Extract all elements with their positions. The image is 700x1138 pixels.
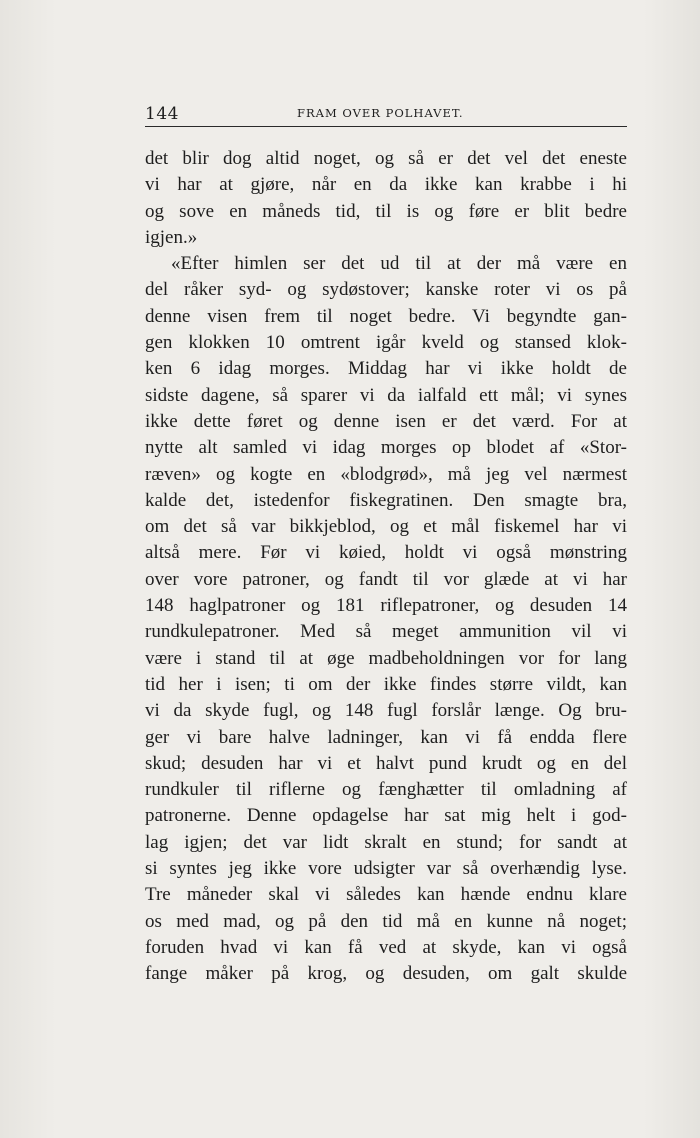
text-line: gen klokken 10 omtrent igår kveld og stansed klok- — [145, 332, 627, 354]
text-line: skud; desuden har vi et halvt pund krudt og en del — [145, 752, 627, 774]
text-line: vi har at gjøre, når en da ikke kan krabbe i hi — [145, 174, 627, 196]
text-line: foruden hvad vi kan få ved at skyde, kan vi også — [145, 936, 627, 958]
text-line: «Efter himlen ser det ud til at der må være en — [171, 253, 627, 275]
text-line: og sove en måneds tid, til is og føre er blit bedre — [145, 200, 627, 222]
text-line: over vore patroner, og fandt til vor glæde at vi har — [145, 568, 627, 590]
body-text — [145, 146, 627, 988]
text-line: rundkulepatroner. Med så meget ammunition vil vi — [145, 621, 627, 643]
page-header — [145, 100, 627, 127]
text-line: del råker syd- og sydøstover; kanske roter vi os på — [145, 279, 627, 301]
text-line: tid her i isen; ti om der ikke findes større vildt, kan — [145, 673, 627, 695]
running-head: FRAM OVER POLHAVET. — [297, 106, 464, 120]
text-line: ken 6 idag morges. Middag har vi ikke holdt de — [145, 358, 627, 380]
text-line: patronerne. Denne opdagelse har sat mig helt i god- — [145, 805, 627, 827]
text-line: kalde det, istedenfor fiskegratinen. Den smagte bra, — [145, 489, 627, 511]
text-line: om det så var bikkjeblod, og et mål fiskemel har vi — [145, 516, 627, 538]
text-line: nytte alt samled vi idag morges op blodet af «Stor- — [145, 437, 627, 459]
text-line: rundkuler til riflerne og fænghætter til omladning af — [145, 779, 627, 801]
text-line: Tre måneder skal vi således kan hænde endnu klare — [145, 884, 627, 906]
text-line: altså mere. Før vi køied, holdt vi også mønstring — [145, 542, 627, 564]
text-line: si syntes jeg ikke vore udsigter var så overhændig lyse. — [145, 858, 627, 880]
page-number: 144 — [145, 104, 179, 124]
text-line: os med mad, og på den tid må en kunne nå noget; — [145, 910, 627, 932]
text-line: 148 haglpatroner og 181 riflepatroner, og desuden 14 — [145, 595, 627, 617]
text-line: det blir dog altid noget, og så er det vel det eneste — [145, 148, 627, 169]
text-line: igjen.» — [145, 226, 198, 248]
text-line: være i stand til at øge madbeholdningen vor for lang — [145, 647, 627, 669]
text-line: ræven» og kogte en «blodgrød», må jeg vel nærmest — [145, 463, 627, 485]
text-line: denne visen frem til noget bedre. Vi begyndte gan- — [145, 305, 627, 327]
text-line: ikke dette føret og denne isen er det værd. For at — [145, 410, 627, 432]
text-line: lag igjen; det var lidt skralt en stund; for sandt at — [145, 831, 627, 853]
text-line: vi da skyde fugl, og 148 fugl forslår længe. Og bru- — [145, 700, 627, 722]
text-line: fange måker på krog, og desuden, om galt skulde — [145, 963, 627, 985]
text-line: ger vi bare halve ladninger, kan vi få endda flere — [145, 726, 627, 748]
text-line: sidste dagene, så sparer vi da ialfald ett mål; vi synes — [145, 384, 627, 406]
